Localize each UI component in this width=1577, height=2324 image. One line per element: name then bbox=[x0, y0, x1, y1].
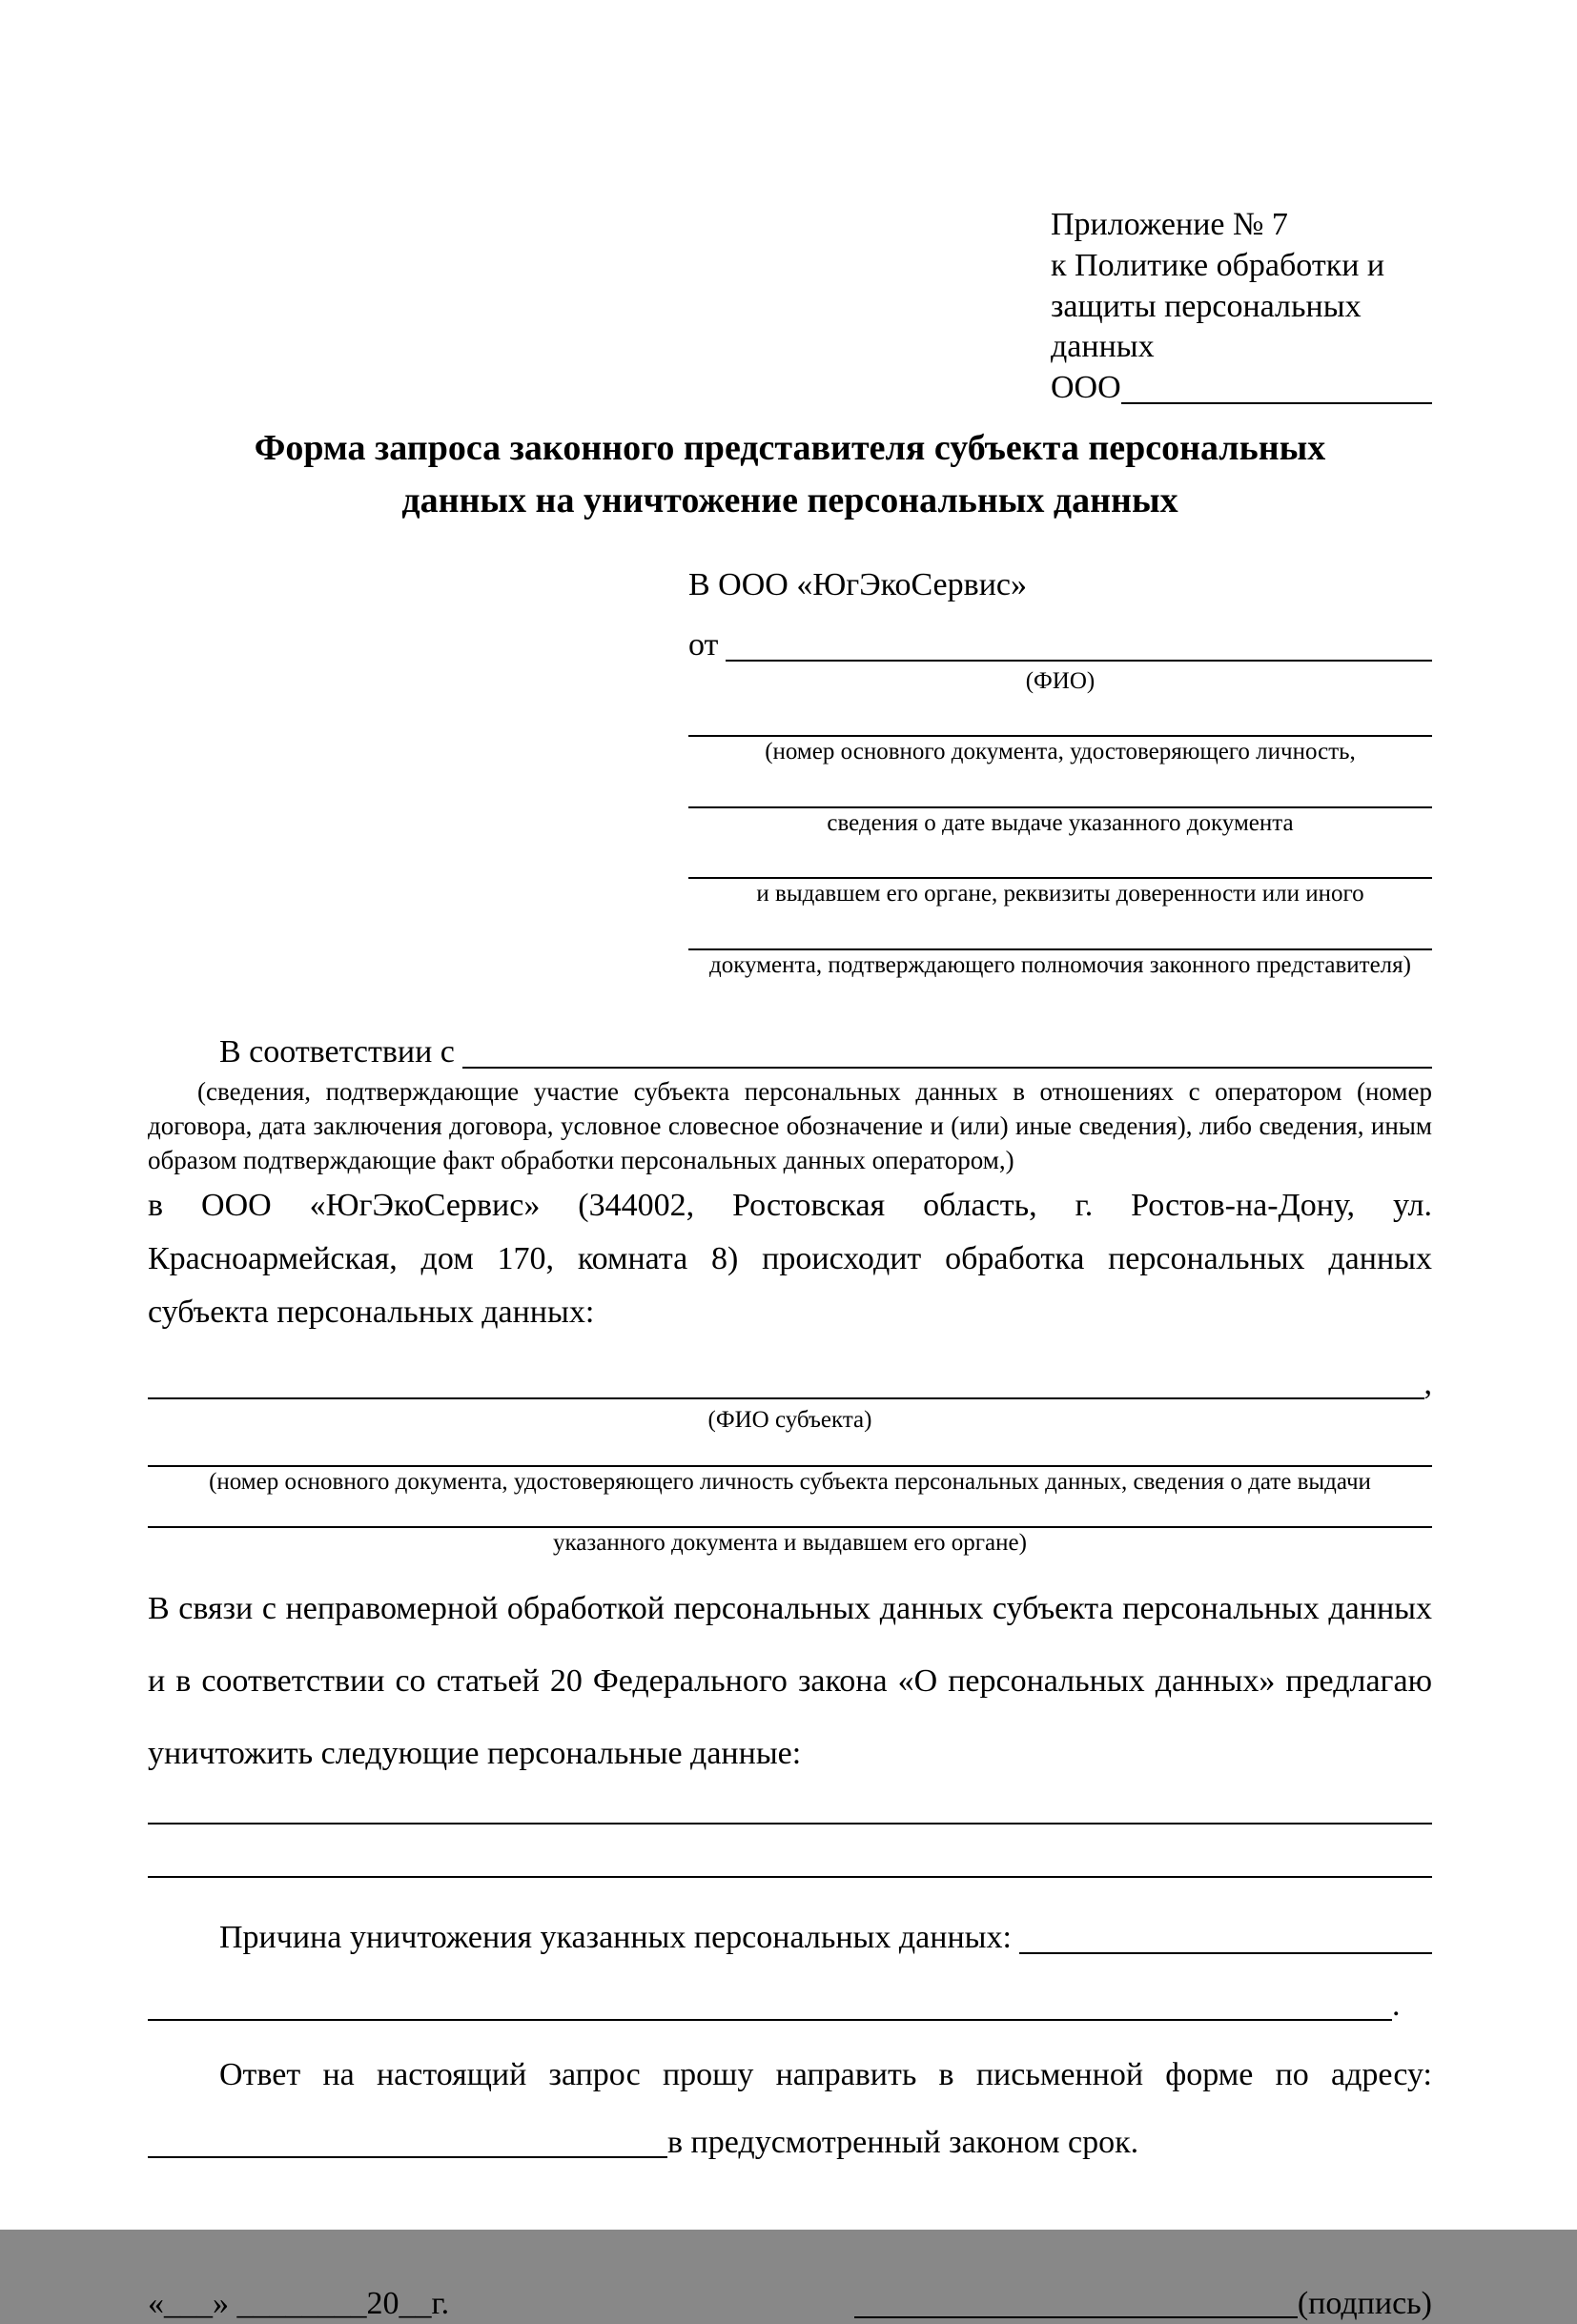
date-field: «___» ________20__г. bbox=[148, 2285, 450, 2321]
policy-line-2: защиты персональных данных bbox=[1051, 288, 1362, 365]
id-doc-blank-line-2 bbox=[688, 768, 1432, 808]
subject-fio-row bbox=[148, 1364, 1432, 1405]
according-caption: (сведения, подтверждающие участие субъекта персональных данных в отношениях с оператором (номер договора, дата заключения договора, условное словесное обозначение и (или) иные сведения), либо сведения, иным образом подтверждающие факт обработки персональных данных оператором,) bbox=[148, 1077, 1432, 1174]
address-blank-line bbox=[148, 2156, 667, 2158]
signature-block bbox=[854, 2284, 1432, 2324]
fio-caption: (ФИО) bbox=[1025, 667, 1096, 694]
answer-paragraph: Ответ на настоящий запрос прошу направить в письменной форме по адресу: bbox=[219, 2056, 1432, 2092]
reason-continuation-row bbox=[148, 1986, 1432, 2027]
company-label: ООО bbox=[1051, 370, 1121, 406]
according-blank-line bbox=[462, 1067, 1432, 1069]
subject-doc-group-1 bbox=[148, 1437, 1432, 1498]
form-title-line-2: данных на уничтожение персональных данных bbox=[401, 480, 1178, 521]
processing-paragraph: в ООО «ЮгЭкоСервис» (344002, Ростовская область, г. Ростов-на-Дону, ул. Красноармейская, дом 170, комната 8) происходит обработка персональных данных субъекта персональных данных: bbox=[148, 1188, 1432, 1331]
id-doc-blank-line-1 bbox=[688, 697, 1432, 737]
subject-fio-blank-line bbox=[148, 1397, 1424, 1399]
signature-caption: (подпись) bbox=[1297, 2285, 1432, 2321]
demand-paragraph: В связи с неправомерной обработкой персональных данных субъекта персональных данных и в соответствии со статьей 20 Федерального закона «О персональных данных» предлагаю уничтожить следующие персональные данные: bbox=[148, 1590, 1432, 1772]
appendix-header bbox=[1051, 205, 1432, 409]
data-blank-line-2 bbox=[148, 1825, 1432, 1878]
id-doc-blank-line-4 bbox=[688, 910, 1432, 950]
id-doc-caption-1: (номер основного документа, удостоверяющего личность, bbox=[765, 739, 1356, 765]
reason-blank-line bbox=[1019, 1952, 1432, 1954]
appendix-number: Приложение № 7 bbox=[1051, 207, 1288, 242]
id-doc-group-1 bbox=[688, 697, 1432, 768]
id-doc-group-2 bbox=[688, 768, 1432, 840]
addressee-company: В ООО «ЮгЭкоСервис» bbox=[688, 567, 1027, 603]
id-doc-caption-2: сведения о дате выдаче указанного документа bbox=[827, 809, 1294, 836]
addressee-block bbox=[688, 565, 1432, 981]
subject-fio-caption: (ФИО субъекта) bbox=[707, 1407, 872, 1434]
subject-doc-group-2 bbox=[148, 1498, 1432, 1560]
subject-doc-blank-line-2 bbox=[148, 1498, 1432, 1528]
fio-blank-line bbox=[726, 660, 1432, 662]
id-doc-group-4 bbox=[688, 910, 1432, 982]
according-label: В соответствии с bbox=[219, 1034, 455, 1070]
id-doc-blank-line-3 bbox=[688, 839, 1432, 879]
form-title-line-1: Форма запроса законного представителя субъекта персональных bbox=[254, 428, 1326, 469]
footer-row bbox=[148, 2284, 1432, 2324]
answer-address-row bbox=[148, 2123, 1432, 2164]
according-row bbox=[148, 1032, 1432, 1073]
subject-doc-blank-line-1 bbox=[148, 1437, 1432, 1467]
reason-continuation-line bbox=[148, 2019, 1392, 2021]
reason-period: . bbox=[1392, 1988, 1401, 2024]
reason-label: Причина уничтожения указанных персональных данных: bbox=[219, 1920, 1012, 1956]
policy-line-1: к Политике обработки и bbox=[1051, 247, 1385, 283]
company-blank-line bbox=[1121, 402, 1432, 404]
id-doc-group-3 bbox=[688, 839, 1432, 910]
data-blank-line-1 bbox=[148, 1790, 1432, 1825]
company-name-row bbox=[1051, 368, 1432, 409]
signature-line bbox=[854, 2316, 1298, 2318]
answer-tail: в предусмотренный законом срок. bbox=[667, 2124, 1139, 2160]
id-doc-caption-4: документа, подтверждающего полномочия законного представителя) bbox=[709, 951, 1411, 978]
subject-doc-caption-1: (номер основного документа, удостоверяющего личность субъекта персональных данных, сведения о дате выдачи bbox=[209, 1468, 1371, 1495]
subject-doc-caption-2: указанного документа и выдавшем его органе) bbox=[553, 1530, 1027, 1557]
form-title bbox=[148, 422, 1432, 527]
subject-fio-comma: , bbox=[1423, 1366, 1432, 1402]
from-row bbox=[688, 625, 1432, 666]
reason-row bbox=[148, 1918, 1432, 1959]
from-label: от bbox=[688, 627, 719, 663]
id-doc-caption-3: и выдавшем его органе, реквизиты доверенности или иного bbox=[756, 881, 1364, 907]
